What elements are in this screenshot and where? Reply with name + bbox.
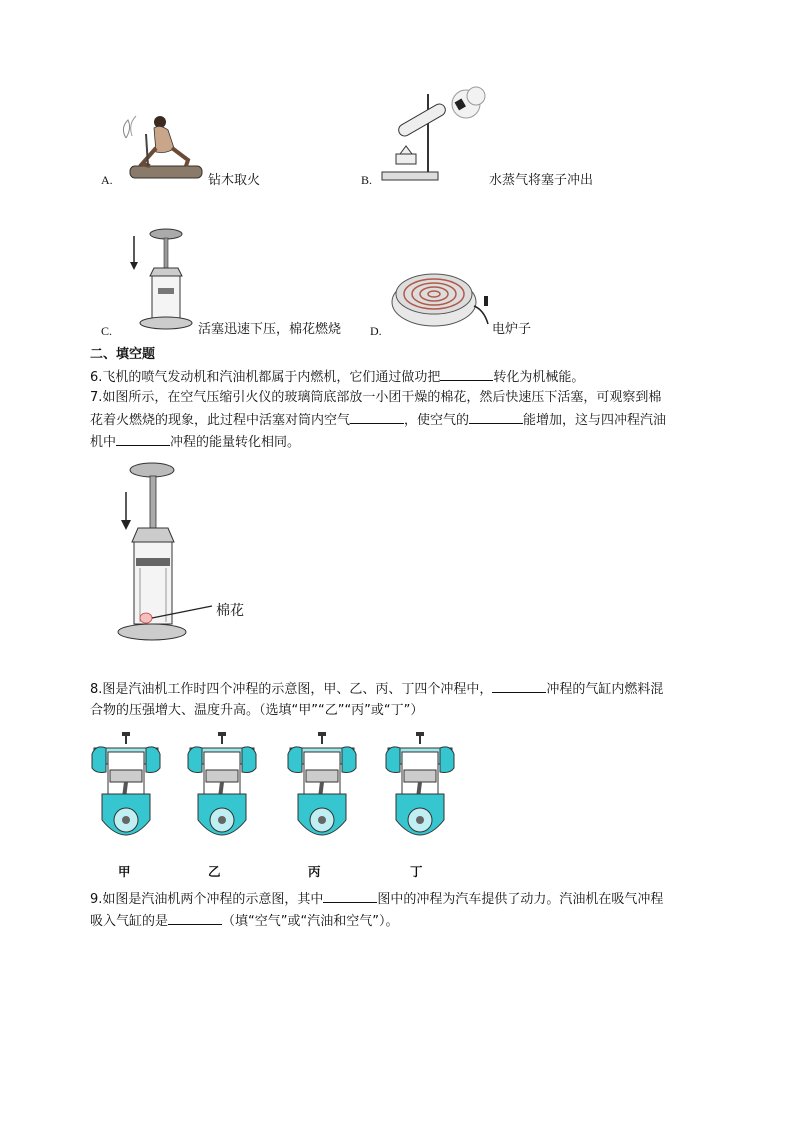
q9-text-b: 图中的冲程为汽车提供了动力。汽油机在吸气冲程 xyxy=(377,892,664,907)
option-a-caption: 钻木取火 xyxy=(208,173,261,188)
q7-text-d: 机中 xyxy=(90,435,117,450)
q7-text-e: 冲程的能量转化相同。 xyxy=(170,435,301,450)
option-b-caption: 水蒸气将塞子冲出 xyxy=(489,173,594,188)
engine-label-jia: 甲 xyxy=(118,864,131,879)
question-7-line-1: 7.如图所示，在空气压缩引火仪的玻璃筒底部放一小团干燥的棉花，然后快速压下活塞，可观察到棉 xyxy=(90,390,662,405)
q7-text-b: ，使空气的 xyxy=(404,413,470,428)
q9-text-d: （填“空气”或“汽油和空气”）。 xyxy=(222,914,399,929)
q7-text-c: 能增加，这与四冲程汽油 xyxy=(523,413,667,428)
option-c-caption: 活塞迅速下压，棉花燃烧 xyxy=(198,322,342,337)
question-6 xyxy=(90,366,584,388)
option-d-letter: D. xyxy=(370,324,382,338)
engine-stroke-figures xyxy=(88,730,468,852)
option-d-figure xyxy=(390,262,496,332)
q7-text-a: 花着火燃烧的现象，此过程中活塞对筒内空气 xyxy=(90,413,351,428)
q6-text-after: 转化为机械能。 xyxy=(493,370,585,385)
engine-label-ding: 丁 xyxy=(410,864,423,879)
option-d-caption: 电炉子 xyxy=(492,322,532,337)
option-b-figure xyxy=(376,84,488,188)
q8-blank[interactable] xyxy=(492,678,546,693)
option-a-figure xyxy=(116,108,208,188)
question-9-line-1 xyxy=(90,888,663,910)
option-c-letter: C. xyxy=(101,324,113,338)
q7-figure-label: 棉花 xyxy=(216,603,244,619)
question-8-line-1 xyxy=(90,678,663,700)
question-8-line-2: 合物的压强增大、温度升高。（选填“甲”“乙”“丙”或“丁”） xyxy=(90,703,424,718)
section-title: 二、填空题 xyxy=(90,347,156,362)
question-7-line-3 xyxy=(90,431,300,453)
q6-blank[interactable] xyxy=(440,366,493,381)
question-7-line-2 xyxy=(90,409,666,431)
option-c-figure xyxy=(124,226,196,334)
q8-text-b: 冲程的气缸内燃料混 xyxy=(546,682,664,697)
engine-label-yi: 乙 xyxy=(208,864,221,879)
q9-text-c: 吸入气缸的是 xyxy=(90,914,169,929)
engine-label-bing: 丙 xyxy=(308,864,321,879)
engine-jia xyxy=(92,732,160,835)
engine-bing xyxy=(288,732,356,835)
q7-blank-3[interactable] xyxy=(116,431,170,446)
option-b-letter: B. xyxy=(361,173,373,187)
engine-ding xyxy=(386,732,454,835)
q6-text-before: 6.飞机的喷气发动机和汽油机都属于内燃机，它们通过做功把 xyxy=(90,370,441,385)
q9-blank-2[interactable] xyxy=(168,910,222,925)
engine-yi xyxy=(188,732,256,835)
q7-blank-1[interactable] xyxy=(350,409,404,424)
option-a-letter: A. xyxy=(101,173,113,187)
question-9-line-2 xyxy=(90,910,398,932)
q8-text-a: 8.图是汽油机工作时四个冲程的示意图，甲、乙、丙、丁四个冲程中， xyxy=(90,682,493,697)
q9-blank-1[interactable] xyxy=(323,888,377,903)
q9-text-a: 9.如图是汽油机两个冲程的示意图，其中 xyxy=(90,892,324,907)
q7-blank-2[interactable] xyxy=(469,409,523,424)
